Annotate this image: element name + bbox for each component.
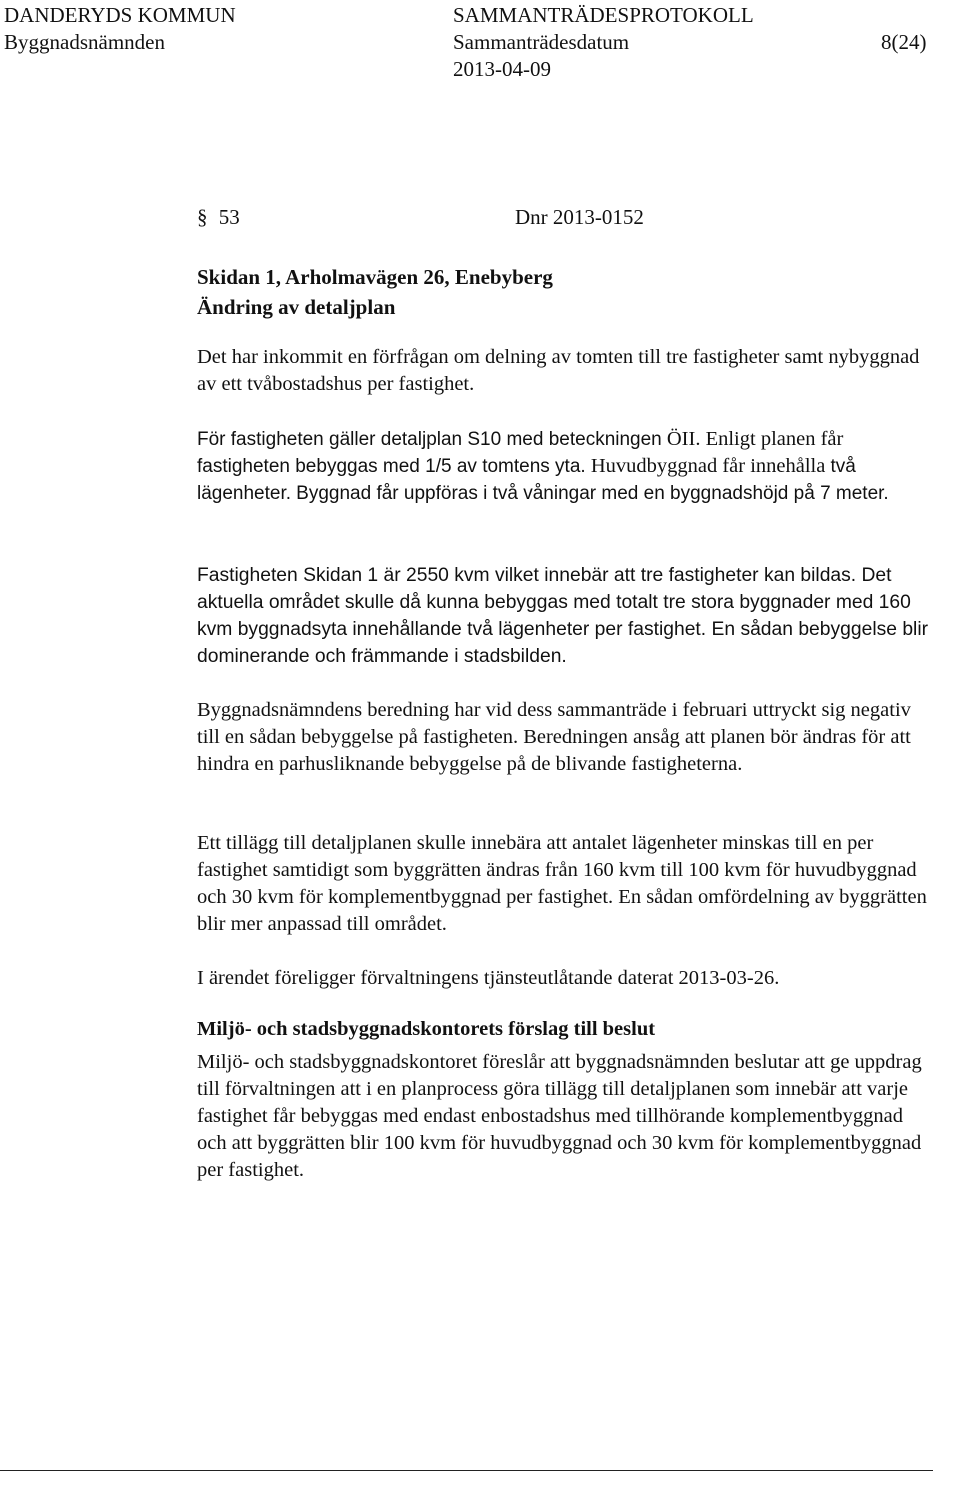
meeting-date-label: Sammanträdesdatum (453, 30, 630, 54)
paragraph-symbol: § (197, 205, 208, 229)
diary-number: Dnr 2013-0152 (515, 205, 644, 229)
page-number: 8(24) (881, 30, 927, 54)
org-name: DANDERYDS KOMMUN (4, 3, 236, 27)
section-number: 53 (218, 205, 240, 229)
paragraph-1: Det har inkommit en förfrågan om delning av tomten till tre fastigheter samt nybyggnad av ett tvåbostadshus per fastighet. (197, 346, 920, 395)
footer-divider (0, 1470, 933, 1471)
doc-type: SAMMANTRÄDESPROTOKOLL (453, 3, 754, 27)
paragraph-2 (197, 426, 937, 507)
committee-name: Byggnadsnämnden (4, 30, 165, 54)
proposal-heading: Miljö- och stadsbyggnadskontorets förslag till beslut (197, 1018, 656, 1040)
section-title-line1: Skidan 1, Arholmavägen 26, Enebyberg (197, 265, 553, 289)
p2-part-a: För fastigheten gäller detaljplan S10 med beteckningen (197, 429, 662, 450)
section-number-row (197, 205, 937, 235)
meeting-date: 2013-04-09 (453, 57, 551, 81)
paragraph-4: Byggnadsnämndens beredning har vid dess sammanträde i februari uttryckt sig negativ till en sådan bebyggelse på fastigheten. Beredningen ansåg att planen bör ändras för att hindra en parhusliknande bebyggelse på de blivande fastigheterna. (197, 699, 911, 775)
proposal-text: Miljö- och stadsbyggnadskontoret föreslår att byggnadsnämnden beslutar att ge uppdrag till förvaltningen att i en planprocess göra tillägg till detaljplanen som innebär att varje fastighet får bebyggas med endast enbostadshus med tillhörande komplementbyggnad och att byggrätten blir 100 kvm för huvudbyggnad och 30 kvm för komplementbyggnad per fastighet. (197, 1051, 922, 1181)
p2-part-b: ÖII. Enligt planen får (666, 428, 844, 450)
paragraph-6: I ärendet föreligger förvaltningens tjänsteutlåtande daterat 2013-03-26. (197, 967, 780, 989)
p2-part-d: Huvudbyggnad får innehålla (590, 455, 826, 477)
section-heading (197, 205, 937, 322)
p2-part-e: två lägenheter. (197, 456, 856, 504)
paragraph-3: Fastigheten Skidan 1 är 2550 kvm vilket innebär att tre fastigheter kan bildas. Det aktuella området skulle då kunna bebyggas med totalt tre stora byggnader med 160 kvm byggnadsyta innehållande två lägenheter per fastighet. En sådan bebyggelse blir dominerande och främmande i stadsbilden. (197, 565, 929, 667)
section-title-line2: Ändring av detaljplan (197, 295, 396, 319)
paragraph-5: Ett tillägg till detaljplanen skulle innebära att antalet lägenheter minskas till en per fastighet samtidigt som byggrätten ändras från 160 kvm till 100 kvm för huvudbyggnad och 30 kvm för komplementbyggnad per fastighet. En sådan omfördelning av byggrätten blir mer anpassad till området. (197, 832, 927, 935)
p2-part-f: Byggnad får uppföras i två våningar med en byggnadshöjd på 7 meter. (296, 483, 889, 504)
p2-part-c: fastigheten bebyggas med 1/5 av tomtens yta. (197, 456, 586, 477)
